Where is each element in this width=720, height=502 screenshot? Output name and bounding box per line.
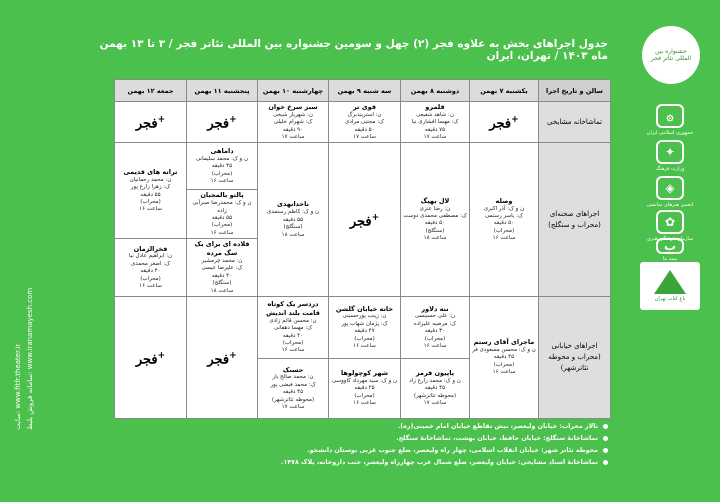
bullet-icon <box>603 424 608 429</box>
play-detail: ن: ابراهیم عادل نیا <box>128 253 173 260</box>
play-detail: ن و ک: کاظم رستمدی <box>266 209 320 216</box>
play-detail: ن و ک: سید مهرداد کاووسی <box>331 378 398 384</box>
table-row <box>115 143 611 190</box>
fajr-logo-cell <box>470 102 539 143</box>
play-detail: ۴۰ دقیقه <box>140 268 161 275</box>
play-detail: (محراب) <box>140 198 161 205</box>
fajr-logo: فجر+ <box>207 350 237 367</box>
play-detail: ن و ک: محمد سلیمانی <box>195 155 249 162</box>
play-title: وصله <box>495 196 513 205</box>
day-header: یکشنبه ۷ بهمن <box>470 80 539 102</box>
play-detail: ۴۵ دقیقه <box>282 389 304 396</box>
play-detail: ن: استریندبرگ <box>347 111 382 118</box>
play-detail: ۵۰ دقیقه <box>424 220 446 227</box>
play-detail: ساعت ۱۶ <box>281 347 305 354</box>
venue-address: تماشاخانهٔ سنگلج: خیابان حافظ، خیابان بهشت، تماشاخانهٔ سنگلج. <box>108 435 608 442</box>
play-detail: ۲۵ دقیقه <box>354 385 375 392</box>
fajr-logo-cell <box>329 143 401 297</box>
play-detail: ک: علیرضا عیسی <box>201 265 243 272</box>
bullet-icon <box>603 436 608 441</box>
header-row <box>115 80 611 102</box>
play-cell <box>401 143 470 297</box>
play-detail: ن و ک: آذر اکبری <box>483 205 525 212</box>
site-link[interactable]: سایت: www.fitfr.theater.ir <box>14 343 22 430</box>
ticket-link[interactable]: سامانه فروش بلیط: www.iranamayesh.com <box>26 287 34 430</box>
play-detail: ک: مصطفی محمدی دوست <box>403 212 467 219</box>
play-detail: ک: مهسا دهقانی <box>273 325 313 332</box>
play-detail: ن: شهریار شیخی <box>273 111 313 118</box>
play-title: پاپیون قرمز <box>415 369 455 378</box>
play-detail: ۴۵ دقیقه <box>211 163 233 170</box>
play-cell <box>401 102 470 143</box>
play-detail: ک: مهسا افشاری نیا <box>411 119 459 126</box>
play-cell <box>258 358 329 418</box>
play-detail: (سنگلج) <box>212 280 232 287</box>
play-detail: (محراب) <box>493 361 515 368</box>
play-detail: ساعت ۱۸ <box>281 231 305 238</box>
play-detail: ساعت ۱۶ <box>210 178 234 185</box>
play-detail: ۳۰ دقیقه <box>424 328 446 335</box>
play-detail: (محراب) <box>140 275 161 282</box>
play-cell <box>115 239 187 297</box>
play-detail: ۴۰ دقیقه <box>211 272 233 279</box>
play-detail: ۴۷ دقیقه <box>354 328 375 335</box>
play-detail: ساعت ۱۶ <box>492 369 516 376</box>
play-detail: (محوطه تئاترشهر) <box>271 396 315 403</box>
play-cell <box>329 296 401 358</box>
fajr-logo: فجر+ <box>135 350 166 367</box>
play-detail: (محراب) <box>493 227 515 234</box>
venue-address: محوطه تئاتر شهر: خیابان انقلاب اسلامی، چهار راه ولیعصر، ضلع جنوب غربی بوستان دانشجو. <box>108 447 608 454</box>
play-detail: (محراب) <box>354 392 375 399</box>
play-detail: ن و ک: محمدرضا صبرآبی زاده <box>192 200 252 214</box>
sponsor-sidebar <box>620 0 720 502</box>
play-detail: (سنگلج) <box>425 227 445 234</box>
play-cell <box>187 190 258 239</box>
play-title: خانه خیابان گلشن <box>335 304 394 313</box>
row-header: تماشاخانه مشایخی <box>539 102 611 143</box>
day-header: چهارشنبه ۱۰ بهمن <box>258 80 329 102</box>
play-detail: ک: مجتبی مرادی <box>345 119 384 126</box>
play-detail: ن: شاهد شفیعی <box>416 111 454 118</box>
play-detail: ساعت ۱۷ <box>423 134 447 141</box>
play-detail: ک: زهرا زارع پور <box>130 184 171 191</box>
fajr-logo: فجر+ <box>207 115 237 132</box>
play-cell <box>258 102 329 143</box>
play-detail: ۵۵ دقیقه <box>282 216 304 223</box>
festival-logo <box>642 26 700 84</box>
play-title: سبز سرخ خوان <box>268 103 318 111</box>
play-detail: ۵۵ دقیقه <box>211 215 233 222</box>
festival-logo-text: جشنواره بین المللی تئاتر فجر <box>650 47 692 62</box>
corner-header: سالن و تاریخ اجرا <box>539 80 611 102</box>
play-cell <box>470 143 539 297</box>
play-cell <box>258 296 329 358</box>
play-detail: ن و ک: محمد زارع زاد <box>409 378 461 384</box>
fajr-logo-cell <box>187 296 258 418</box>
play-cell <box>470 296 539 418</box>
play-detail: ساعت ۱۶ <box>210 229 234 236</box>
play-detail: (محراب) <box>211 222 233 229</box>
play-title: شهر کوچولوها <box>340 369 389 378</box>
play-detail: ن و ک: محسن مسعودی فر <box>472 347 536 353</box>
play-detail: ن: محمد چرمشیر <box>201 257 243 264</box>
play-detail: ساعت ۱۶ <box>139 283 162 290</box>
sponsor-logo: ۞ جمهوری اسلامی ایران <box>650 104 690 136</box>
ministry-icon: ✦ <box>656 140 684 164</box>
play-detail: ن: رضا عنزی <box>419 205 451 212</box>
play-title: فخرالزمان <box>133 244 168 253</box>
play-detail: ساعت ۱۷ <box>281 134 305 141</box>
fajr-logo-cell <box>115 296 187 418</box>
play-detail: ک: محمد فیضی پور <box>270 381 316 388</box>
play-title: حسنک <box>282 365 304 374</box>
play-detail: (محراب) <box>282 339 304 346</box>
play-cell <box>187 239 258 297</box>
venue-address: تماشاخانهٔ استاد مشایخی: خیابان ولیعصر، ضلع شمال غرب چهارراه ولیعصر، جنب داروخانه، پلاک ۱۴۷۸. <box>108 459 608 466</box>
play-title: پالتو بالمجبان <box>200 191 244 200</box>
play-detail: ساعت ۱۶ <box>353 342 376 349</box>
play-cell <box>401 358 470 418</box>
play-detail: ۴۵ دقیقه <box>493 354 515 361</box>
schedule-table <box>114 79 611 419</box>
sponsor-logo: ◈ انجمن هنرهای نمایشی <box>650 176 690 208</box>
venue-addresses <box>108 423 608 471</box>
play-detail: (محراب) <box>211 170 233 177</box>
shahr-icon: ✿ <box>656 210 684 234</box>
play-cell <box>329 102 401 143</box>
website-strip <box>12 190 40 440</box>
play-cell <box>115 143 187 239</box>
table-row <box>115 102 611 143</box>
play-detail: ساعت ۱۶ <box>353 400 376 407</box>
play-title: دردسر یک کوتاه قامت بلند اندیش <box>266 300 320 317</box>
fajr-logo: فجر+ <box>135 115 166 132</box>
page-title: جدول اجراهای بخش به علاوه فجر (۲) چهل و سومین جشنواره بین المللی تئاتر فجر / ۳ تا ۱۳ بهمن ماه ۱۴۰۳ / تهران، ایران <box>99 38 608 62</box>
play-detail: (محراب) <box>424 335 446 342</box>
play-detail: ک: یاسر رستمی <box>485 212 523 219</box>
play-title: ننه دلاور <box>421 304 449 313</box>
row-header: اجراهای صحنه‌ای (محراب و سنگلج) <box>539 143 611 297</box>
play-detail: ساعت ۱۶ <box>139 206 162 213</box>
play-detail: ۵۰ دقیقه <box>493 220 515 227</box>
play-title: ترانه های قدیمی <box>123 167 178 176</box>
arts-icon: ◈ <box>656 176 684 200</box>
row-header: اجراهای خیابانی (محراب و محوطه تئاترشهر) <box>539 296 611 418</box>
play-detail: ۵۰ دقیقه <box>354 126 375 133</box>
play-title: قلاده ای برای یک سگ مرده <box>194 240 250 258</box>
play-cell <box>329 358 401 418</box>
play-detail: (سنگلج) <box>283 224 303 231</box>
play-cell <box>187 143 258 190</box>
play-detail: ک: مرضیه علیزاده <box>413 320 457 327</box>
play-detail: ۷۵ دقیقه <box>424 126 446 133</box>
play-detail: ک: اصغر محمدی <box>130 260 171 267</box>
play-detail: ساعت ۱۶ <box>492 235 516 242</box>
play-title: داماهی <box>210 147 234 156</box>
sponsor-logo: ب بیمه ما <box>650 238 690 262</box>
play-detail: (محراب) <box>354 335 375 342</box>
day-header: دوشنبه ۸ بهمن <box>401 80 470 102</box>
play-detail: (محوطه تئاترشهر) <box>413 392 457 399</box>
play-detail: ۵۵ دقیقه <box>140 191 161 198</box>
play-detail: ساعت ۱۸ <box>423 235 447 242</box>
tree-logo: باغ کتاب تهران <box>640 262 700 310</box>
play-detail: ۹۰ دقیقه <box>282 126 304 133</box>
fajr-logo-cell <box>187 102 258 143</box>
play-detail: ک: شهرام خلیلی <box>273 119 313 126</box>
tree-icon <box>654 270 686 294</box>
play-detail: ن: زینب پورحسینی <box>342 313 387 320</box>
play-detail: ساعت ۱۷ <box>423 400 447 407</box>
sponsor-logo: ✦ وزارت فرهنگ <box>650 140 690 172</box>
play-title: ناخدانهدی <box>277 200 309 209</box>
play-detail: ن: محسن قائم زادی <box>269 317 317 324</box>
sponsor-logo: ✿ سازمان فرهنگی هنری <box>650 210 690 242</box>
fajr-logo: فجر+ <box>349 212 380 230</box>
emblem-icon: ۞ <box>656 104 684 128</box>
play-detail: ک: پژمان شهاب پور <box>341 320 388 327</box>
bullet-icon <box>603 460 608 465</box>
play-detail: ن: محمد رحمانیان <box>129 176 172 183</box>
play-detail: ۴۰ دقیقه <box>282 332 304 339</box>
fajr-logo-cell <box>115 102 187 143</box>
table-row <box>115 296 611 358</box>
play-detail: ن: محمد صالح بار <box>272 374 314 381</box>
play-title: لال بهیگ <box>420 196 450 205</box>
play-title: قوی تر <box>352 103 377 111</box>
fajr-logo: فجر+ <box>489 115 519 132</box>
play-detail: ساعت ۱۸ <box>210 287 234 294</box>
play-detail: ساعت ۱۷ <box>281 403 305 410</box>
play-detail: ن: علی حسینسی <box>414 313 456 320</box>
bullet-icon <box>603 448 608 453</box>
play-detail: ساعت ۱۶ <box>423 342 447 349</box>
play-cell <box>401 296 470 358</box>
play-detail: ساعت ۱۷ <box>353 134 376 141</box>
venue-address: تالار محراب: خیابان ولیعصر، نبش تقاطع خیابان امام خمینی(ره). <box>108 423 608 430</box>
bimeh-icon: ب <box>656 238 684 254</box>
play-title: قلمرو <box>425 103 445 111</box>
play-cell <box>258 143 329 297</box>
day-header: جمعه ۱۲ بهمن <box>115 80 187 102</box>
play-title: ماجرای آقای رستم <box>473 338 535 347</box>
play-detail: ۴۵ دقیقه <box>424 385 446 392</box>
day-header: سه شنبه ۹ بهمن <box>329 80 401 102</box>
day-header: پنجشنبه ۱۱ بهمن <box>187 80 258 102</box>
